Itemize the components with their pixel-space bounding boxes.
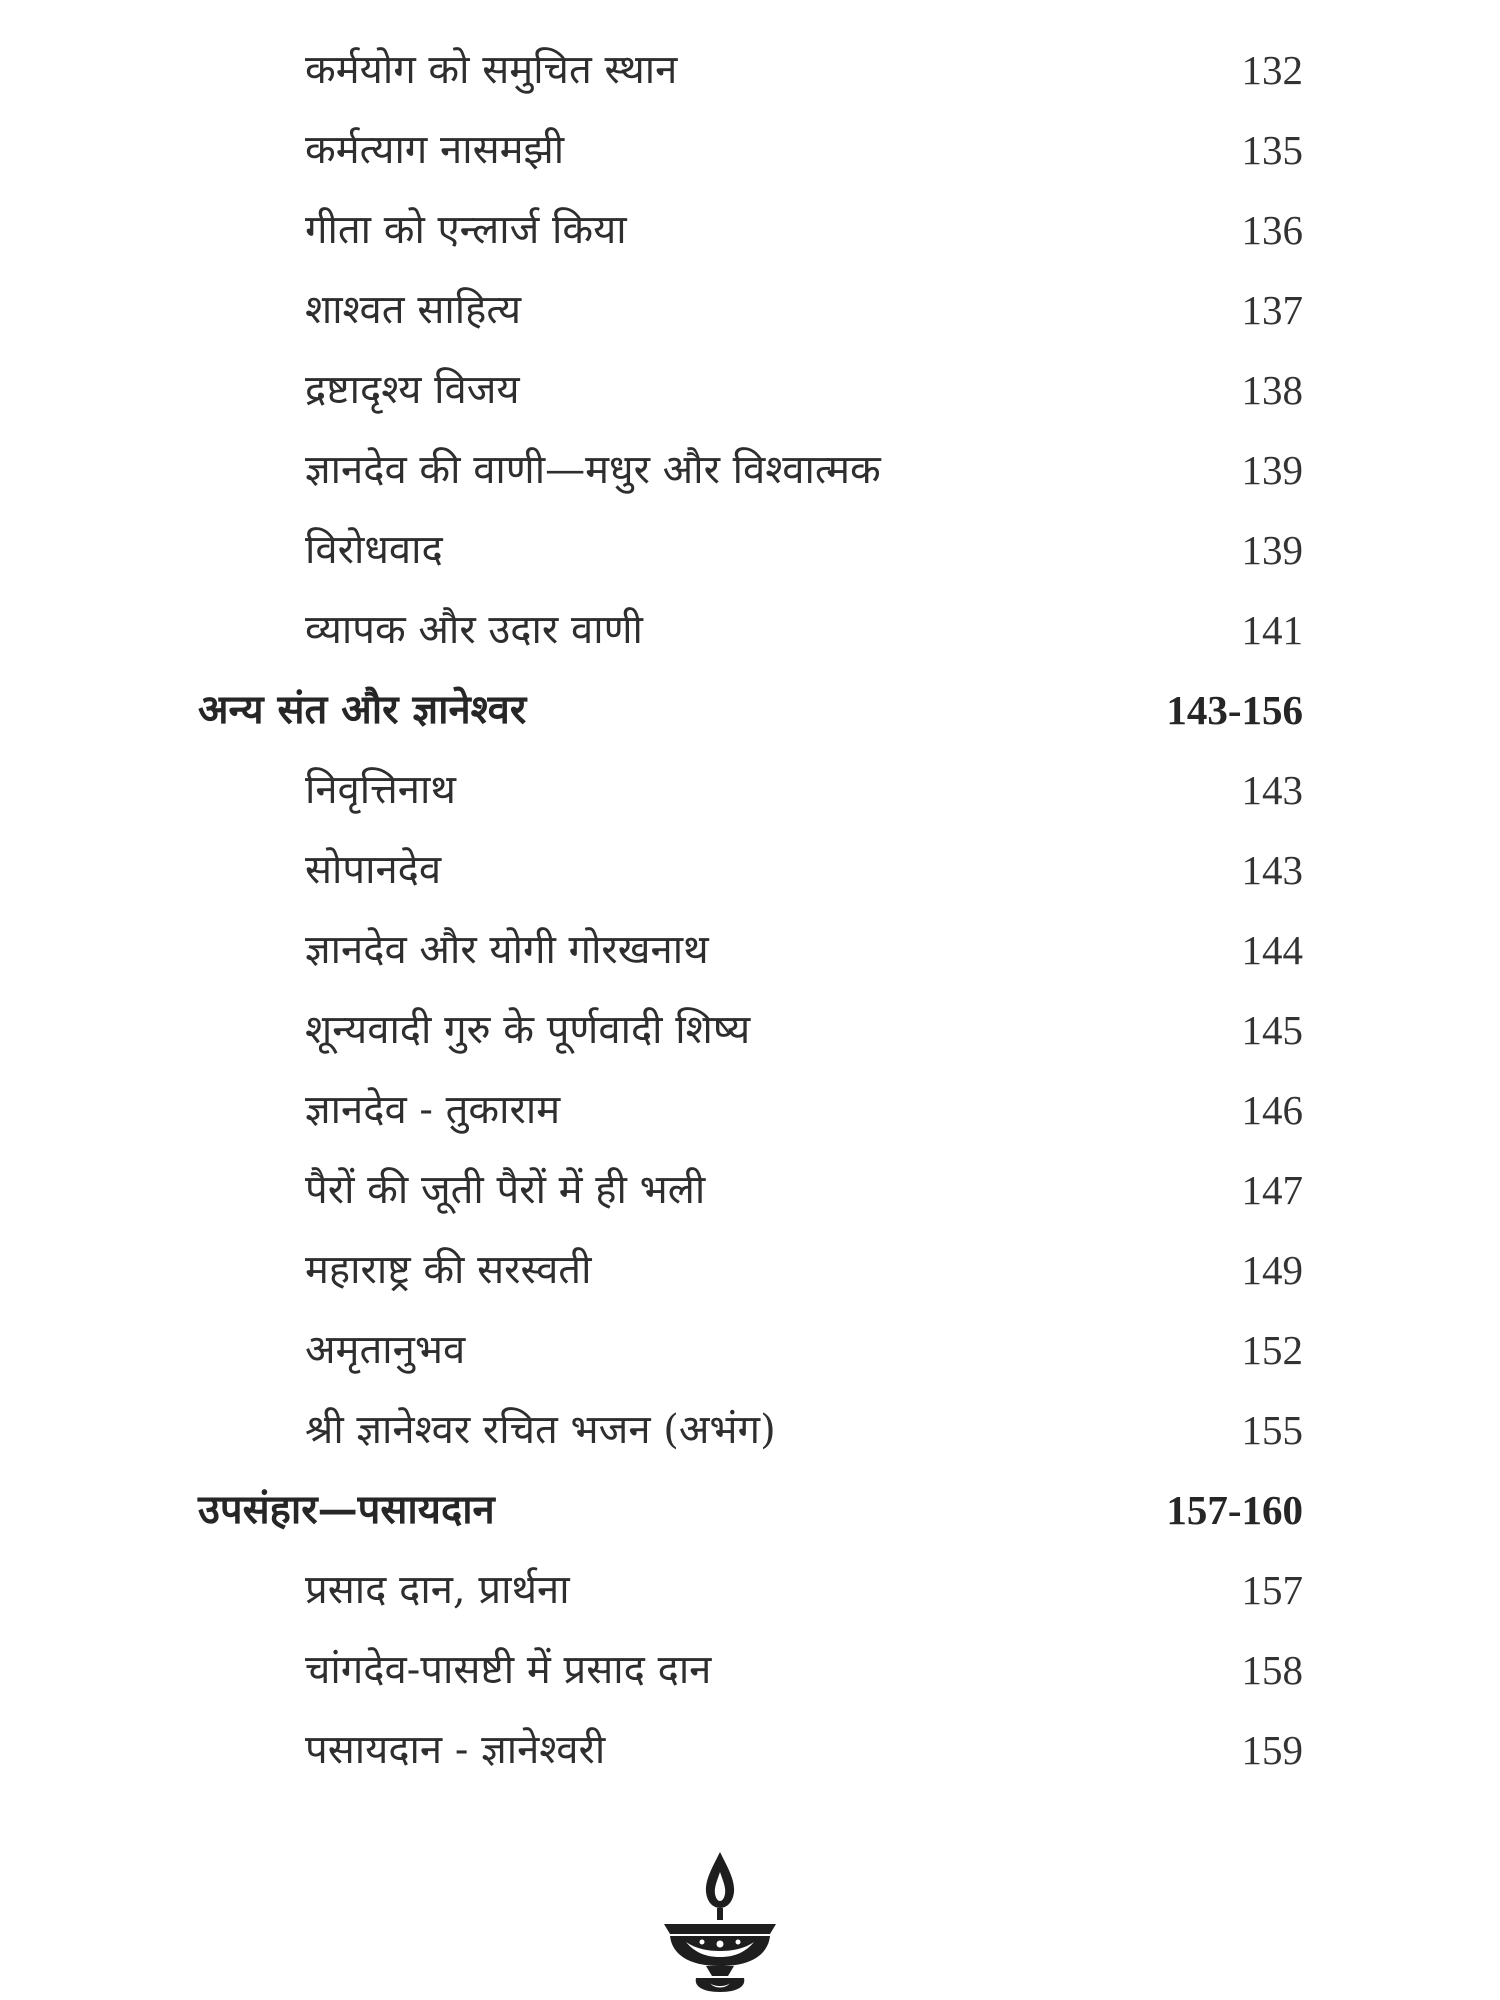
toc-entry-page: 139 — [1241, 527, 1303, 573]
toc-entry-title: गीता को एन्लार्ज किया — [305, 207, 627, 253]
toc-entry-page: 147 — [1241, 1167, 1303, 1213]
toc-entry-title: श्री ज्ञानेश्वर रचित भजन (अभंग) — [305, 1407, 776, 1453]
toc-entry-title: ज्ञानदेव की वाणी—मधुर और विश्वात्मक — [305, 447, 881, 493]
toc-entry[interactable] — [0, 190, 1500, 270]
toc-entry-page: 155 — [1241, 1407, 1303, 1453]
toc-entry[interactable] — [0, 430, 1500, 510]
toc-entry-page: 159 — [1241, 1727, 1303, 1773]
toc-entry[interactable] — [0, 1390, 1500, 1470]
toc-entry-page: 143 — [1241, 767, 1303, 813]
toc-entry[interactable] — [0, 30, 1500, 110]
toc-entry-title: पैरों की जूती पैरों में ही भली — [305, 1167, 706, 1213]
toc-entry-page: 139 — [1241, 447, 1303, 493]
toc-section-title: उपसंहार—पसायदान — [198, 1486, 495, 1533]
toc-entry-page: 143 — [1241, 847, 1303, 893]
toc-entry-title: शून्यवादी गुरु के पूर्णवादी शिष्य — [305, 1007, 751, 1053]
toc-entry[interactable] — [0, 1550, 1500, 1630]
toc-section-title: अन्य संत और ज्ञानेश्वर — [198, 686, 527, 733]
toc-entry-page: 145 — [1241, 1007, 1303, 1053]
toc-entry[interactable] — [0, 270, 1500, 350]
toc-entry-title: अमृतानुभव — [305, 1327, 466, 1373]
toc-entry-page: 138 — [1241, 367, 1303, 413]
toc-entry-title: चांगदेव-पासष्टी में प्रसाद दान — [305, 1647, 712, 1693]
toc-entry-page: 141 — [1241, 607, 1303, 653]
toc-section-heading[interactable] — [0, 1470, 1500, 1550]
toc-entry-title: निवृत्तिनाथ — [305, 767, 456, 813]
toc-entry-page: 136 — [1241, 207, 1303, 253]
toc-entry-title: महाराष्ट्र की सरस्वती — [305, 1247, 592, 1293]
toc-entry-page: 135 — [1241, 127, 1303, 173]
toc-entry-title: ज्ञानदेव - तुकाराम — [305, 1087, 561, 1133]
toc-entry-page: 152 — [1241, 1327, 1303, 1373]
toc-entry-title: शाश्वत साहित्य — [305, 287, 522, 333]
toc-entry[interactable] — [0, 110, 1500, 190]
toc-section-page-range: 157-160 — [1166, 1487, 1303, 1533]
toc-entry-title: द्रष्टादृश्य विजय — [305, 367, 520, 413]
toc-entry[interactable] — [0, 1630, 1500, 1710]
diya-lamp-icon — [658, 1850, 782, 1998]
toc-entry-title: सोपानदेव — [305, 847, 442, 893]
toc-entry-page: 157 — [1241, 1567, 1303, 1613]
toc-entry-page: 158 — [1241, 1647, 1303, 1693]
toc-entry-title: विरोधवाद — [305, 527, 443, 573]
toc-entry[interactable] — [0, 1310, 1500, 1390]
toc-entry-title: व्यापक और उदार वाणी — [305, 607, 643, 653]
toc-section-page-range: 143-156 — [1166, 687, 1303, 733]
toc-section-heading[interactable] — [0, 670, 1500, 750]
toc-entry[interactable] — [0, 750, 1500, 830]
toc-entry[interactable] — [0, 1070, 1500, 1150]
toc-entry-title: पसायदान - ज्ञानेश्वरी — [305, 1727, 606, 1773]
toc-entry[interactable] — [0, 1230, 1500, 1310]
toc-entry[interactable] — [0, 590, 1500, 670]
toc-entry-page: 144 — [1241, 927, 1303, 973]
toc-entry-title: प्रसाद दान, प्रार्थना — [305, 1567, 570, 1613]
toc-entry-title: कर्मत्याग नासमझी — [305, 127, 565, 173]
toc-entry-title: कर्मयोग को समुचित स्थान — [305, 47, 678, 93]
toc-entry-page: 146 — [1241, 1087, 1303, 1133]
toc-entry-title: ज्ञानदेव और योगी गोरखनाथ — [305, 927, 709, 973]
toc-entry[interactable] — [0, 1710, 1500, 1790]
toc-entry[interactable] — [0, 910, 1500, 990]
toc-entry[interactable] — [0, 1150, 1500, 1230]
toc-entry-page: 132 — [1241, 47, 1303, 93]
toc-entry-page: 149 — [1241, 1247, 1303, 1293]
toc-entry[interactable] — [0, 990, 1500, 1070]
toc-entry-page: 137 — [1241, 287, 1303, 333]
toc-entry[interactable] — [0, 510, 1500, 590]
toc-entry[interactable] — [0, 830, 1500, 910]
toc-entry[interactable] — [0, 350, 1500, 430]
